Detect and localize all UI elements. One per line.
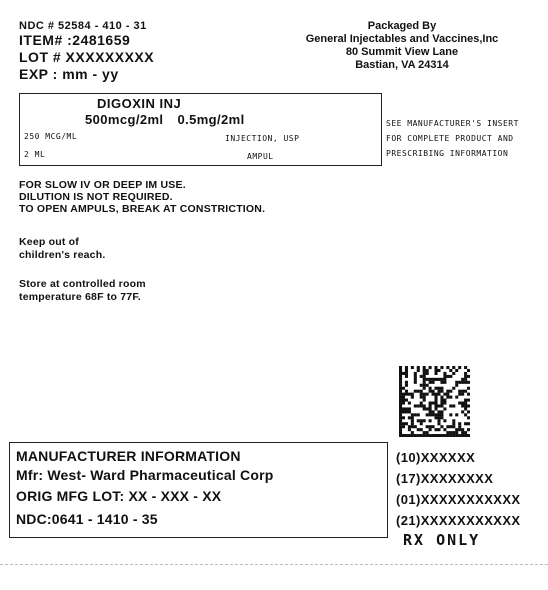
product-box bbox=[19, 93, 382, 166]
product-name: DIGOXIN INJ bbox=[97, 96, 182, 111]
datamatrix-barcode-icon bbox=[399, 366, 470, 437]
label-header-left bbox=[19, 20, 154, 83]
product-form: INJECTION, USP bbox=[225, 134, 300, 143]
strength-mg: 0.5mg/2ml bbox=[177, 112, 245, 127]
packager-street: 80 Summit View Lane bbox=[345, 46, 459, 58]
item-number: ITEM# :2481659 bbox=[19, 32, 131, 48]
original-lot: ORIG MFG LOT: XX - XXX - XX bbox=[16, 488, 222, 504]
storage-line-2: temperature 68F to 77F. bbox=[19, 291, 141, 303]
usage-instructions bbox=[19, 179, 265, 215]
lot-number: LOT # XXXXXXXXX bbox=[19, 49, 155, 65]
code-10: (10)XXXXXX bbox=[396, 450, 476, 465]
package-ndc: NDC # 52584 - 410 - 31 bbox=[19, 20, 147, 32]
manufacturer-box bbox=[9, 442, 388, 538]
product-concentration: 250 MCG/ML bbox=[24, 132, 78, 141]
keep-line-1: Keep out of bbox=[19, 236, 79, 248]
packager-city: Bastian, VA 24314 bbox=[355, 59, 449, 71]
insert-note bbox=[386, 116, 519, 161]
product-strength bbox=[85, 112, 259, 127]
packaged-by-label: Packaged By bbox=[367, 20, 437, 32]
storage-instructions bbox=[19, 278, 146, 304]
barcode-graphic bbox=[399, 366, 470, 437]
code-01: (01)XXXXXXXXXXX bbox=[396, 492, 521, 507]
code-17: (17)XXXXXXXX bbox=[396, 471, 494, 486]
manufacturer-name: Mfr: West- Ward Pharmaceutical Corp bbox=[16, 467, 274, 483]
usage-line-3: TO OPEN AMPULS, BREAK AT CONSTRICTION. bbox=[19, 203, 266, 215]
manufacturer-ndc: NDC:0641 - 1410 - 35 bbox=[16, 511, 158, 527]
usage-line-2: DILUTION IS NOT REQUIRED. bbox=[19, 191, 173, 203]
code-21: (21)XXXXXXXXXXX bbox=[396, 513, 521, 528]
manufacturer-title: MANUFACTURER INFORMATION bbox=[16, 448, 241, 464]
rx-only: RX ONLY bbox=[403, 531, 481, 549]
packager-name: General Injectables and Vaccines,Inc bbox=[305, 33, 499, 45]
cut-line-divider bbox=[0, 564, 548, 565]
product-container: AMPUL bbox=[247, 152, 274, 161]
strength-mcg: 500mcg/2ml bbox=[85, 112, 164, 127]
product-volume: 2 ML bbox=[24, 150, 46, 159]
insert-line-1: SEE MANUFACTURER'S INSERT bbox=[386, 119, 519, 128]
keep-line-2: children's reach. bbox=[19, 249, 106, 261]
usage-line-1: FOR SLOW IV OR DEEP IM USE. bbox=[19, 179, 186, 191]
expiration-date: EXP : mm - yy bbox=[19, 66, 119, 82]
insert-line-3: PRESCRIBING INFORMATION bbox=[386, 149, 509, 158]
keep-out-warning bbox=[19, 236, 105, 262]
gs1-codes bbox=[396, 449, 521, 533]
packager-info bbox=[292, 20, 512, 72]
storage-line-1: Store at controlled room bbox=[19, 278, 146, 290]
insert-line-2: FOR COMPLETE PRODUCT AND bbox=[386, 134, 514, 143]
